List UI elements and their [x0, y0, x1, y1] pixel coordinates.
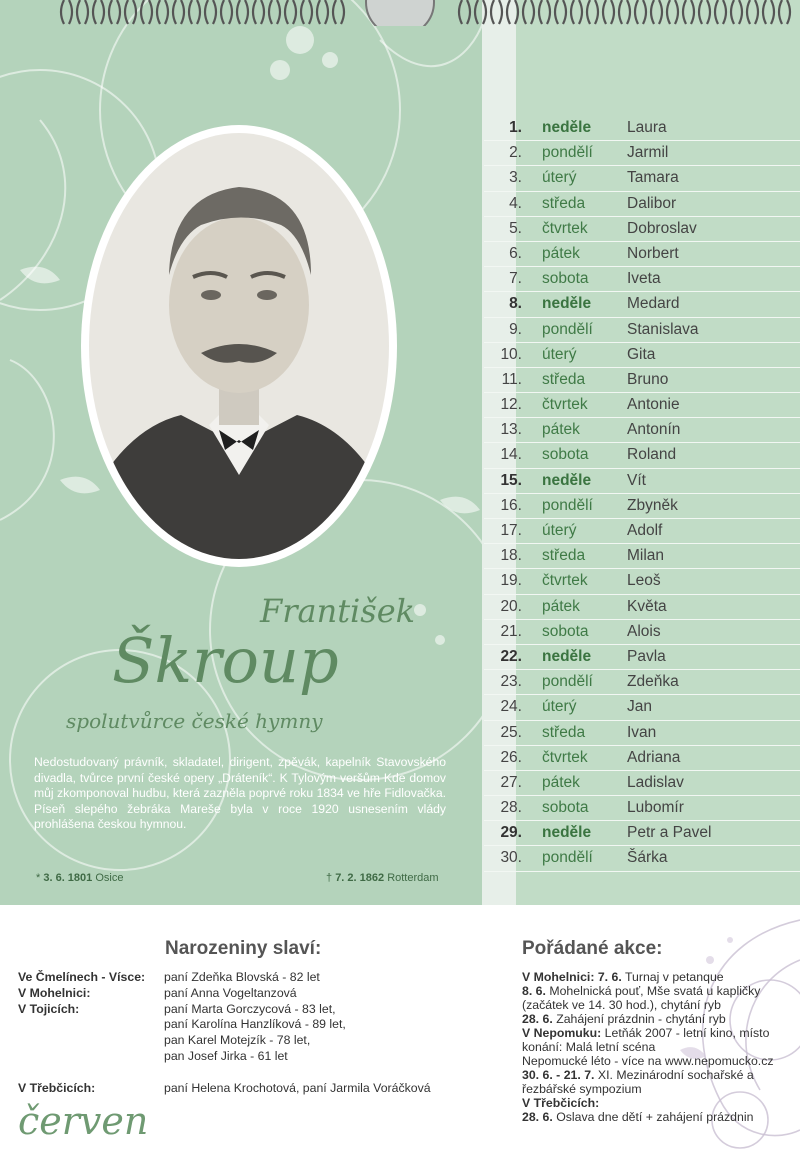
subtitle: spolutvůrce české hymny	[66, 709, 323, 733]
calendar-row	[484, 141, 800, 166]
birth-symbol: *	[36, 872, 41, 884]
birthday-line	[18, 1049, 498, 1065]
birthdays-heading: Narozeniny slaví:	[165, 938, 322, 959]
spiral-ring	[77, 0, 88, 24]
calendar-row	[484, 595, 800, 620]
weekday: středa	[542, 194, 586, 212]
spiral-ring	[571, 0, 582, 24]
spiral-ring	[683, 0, 694, 24]
birthday-people: paní Helena Krochotová, paní Jarmila Voráčková	[164, 1080, 431, 1095]
spiral-ring	[715, 0, 726, 24]
spiral-binding	[0, 0, 800, 26]
event-text: Mohelnická pouť, Mše svatá u kapličky (začátek ve 14. 30 hod.), chytání ryb	[522, 984, 761, 1012]
day-number: 17.	[500, 522, 522, 539]
spiral-ring	[699, 0, 710, 24]
calendar-row	[484, 544, 800, 569]
day-number: 14.	[500, 446, 522, 464]
name-day: Dobroslav	[627, 219, 697, 237]
biography: Nedostudovaný právník, skladatel, dirigent, zpěvák, kapelník Stavovského divadla, tvůrce první české opery „Dráteník“. K Tylovým veršům Kde domov můj zkomponoval hudbu, která zazněla poprvé roku 1834 ve hře Fidlovačka. Píseň slepého žebráka Mareše byla v roce 1920 usnesením vlády prohlášena českou hymnou.	[34, 755, 446, 832]
birthday-people: paní Karolína Hanzlíková - 89 let,	[164, 1017, 346, 1032]
spiral-ring	[173, 0, 184, 24]
spiral-ring	[587, 0, 598, 24]
calendar-row	[484, 343, 800, 368]
name-day: Gita	[627, 345, 656, 363]
event-text: Oslava dne dětí + zahájení prázdnin	[552, 1110, 754, 1124]
day-number: 2.	[509, 144, 522, 162]
month-name: červen	[18, 1099, 149, 1143]
birth-info	[36, 872, 123, 884]
day-number: 6.	[509, 244, 522, 262]
spiral-ring	[141, 0, 152, 24]
name-day: Laura	[627, 119, 667, 136]
event-label: 30. 6. - 21. 7.	[522, 1068, 595, 1082]
spiral-ring	[763, 0, 774, 24]
last-name: Škroup	[112, 624, 339, 697]
day-number: 5.	[509, 219, 522, 237]
name-day: Tamara	[627, 169, 679, 187]
name-day: Milan	[627, 547, 665, 565]
spiral-ring	[301, 0, 312, 24]
day-number: 26.	[500, 748, 522, 766]
weekday: sobota	[542, 799, 589, 817]
spiral-ring	[731, 0, 742, 24]
day-number: 16.	[500, 496, 522, 514]
calendar-row	[484, 267, 800, 292]
weekday: sobota	[542, 270, 589, 288]
spiral-ring	[93, 0, 104, 24]
death-date: 7. 2. 1862	[335, 872, 385, 884]
day-number: 21.	[500, 622, 522, 640]
calendar-row	[484, 292, 800, 317]
hanger-hole	[366, 0, 434, 26]
weekday: pátek	[542, 244, 580, 262]
calendar-row	[484, 846, 800, 871]
event-text: Zahájení prázdnin - chytání ryb	[552, 1012, 726, 1026]
weekday: úterý	[542, 522, 577, 539]
name-day: Dalibor	[627, 194, 677, 212]
event-label: 28. 6.	[522, 1012, 553, 1026]
birthday-line	[18, 1002, 498, 1018]
spiral-ring	[269, 0, 280, 24]
spiral-ring	[317, 0, 328, 24]
calendar-row	[484, 821, 800, 846]
birthday-place: V Tojicích:	[18, 1001, 80, 1016]
day-number: 25.	[500, 723, 522, 741]
spiral-ring	[109, 0, 120, 24]
day-number: 10.	[500, 345, 522, 363]
weekday: pondělí	[542, 144, 593, 162]
event-label: V Třebčicích:	[522, 1096, 600, 1110]
name-day: Ladislav	[627, 773, 684, 791]
birthday-line	[18, 1033, 498, 1049]
day-number: 29.	[500, 824, 522, 842]
spiral-ring	[459, 0, 470, 24]
event-label: V Mohelnici: 7. 6.	[522, 970, 622, 984]
calendar-row	[484, 393, 800, 418]
weekday: pondělí	[542, 673, 593, 691]
birth-place: Osice	[95, 872, 124, 884]
calendar-row	[484, 116, 800, 141]
spiral-ring	[603, 0, 614, 24]
name-day: Lubomír	[627, 799, 684, 817]
day-number: 7.	[509, 270, 522, 288]
birthday-place: V Mohelnici:	[18, 985, 91, 1000]
name-day: Jan	[627, 698, 652, 716]
birthday-people: pan Karel Motejzík - 78 let,	[164, 1033, 311, 1048]
calendar-row	[484, 796, 800, 821]
birthdays-list	[18, 970, 498, 1096]
spiral-ring	[491, 0, 502, 24]
spiral-ring	[555, 0, 566, 24]
day-number: 15.	[500, 471, 522, 489]
birthday-line	[18, 1065, 498, 1081]
weekday: úterý	[542, 169, 577, 187]
weekday: pondělí	[542, 320, 593, 338]
event-item	[522, 1096, 798, 1110]
name-day: Stanislava	[627, 320, 699, 338]
calendar-row	[484, 217, 800, 242]
day-number: 23.	[500, 673, 522, 691]
weekday: pondělí	[542, 849, 593, 867]
day-number: 9.	[509, 320, 522, 338]
calendar-row	[484, 443, 800, 468]
event-text: Letňák 2007 - letní kino, místo konání: Malá letní scéna	[522, 1026, 770, 1054]
name-day: Iveta	[627, 270, 661, 288]
day-number: 27.	[500, 773, 522, 791]
event-item	[522, 1068, 798, 1096]
birthday-line	[18, 1081, 498, 1097]
name-day: Vít	[627, 471, 646, 489]
name-day: Norbert	[627, 244, 679, 262]
event-text: Turnaj v petanque	[621, 970, 724, 984]
birthday-people: pan Josef Jirka - 61 let	[164, 1048, 288, 1063]
name-day: Pavla	[627, 647, 666, 665]
name-day: Zdeňka	[627, 673, 679, 691]
day-number: 13.	[500, 421, 522, 439]
day-number: 1.	[509, 119, 522, 136]
spiral-ring	[779, 0, 790, 24]
death-place: Rotterdam	[387, 872, 439, 884]
weekday: čtvrtek	[542, 748, 588, 766]
day-number: 3.	[509, 169, 522, 187]
calendar-list	[484, 116, 800, 872]
weekday: sobota	[542, 622, 589, 640]
weekday: úterý	[542, 698, 577, 716]
spiral-ring	[539, 0, 550, 24]
portrait-panel	[0, 0, 484, 905]
day-number: 4.	[509, 194, 522, 212]
weekday: neděle	[542, 119, 592, 136]
name-day: Bruno	[627, 370, 669, 388]
event-item	[522, 1110, 798, 1124]
name-day: Petr a Pavel	[627, 824, 712, 842]
weekday: neděle	[542, 295, 592, 313]
event-item	[522, 984, 798, 1012]
calendar-row	[484, 192, 800, 217]
events-list	[522, 970, 798, 1124]
weekday: neděle	[542, 824, 592, 842]
calendar-row	[484, 469, 800, 494]
name-day: Adolf	[627, 522, 663, 539]
calendar-row	[484, 645, 800, 670]
weekday: úterý	[542, 345, 577, 363]
birthday-people: paní Zdeňka Blovská - 82 let	[164, 970, 320, 984]
event-item	[522, 1012, 798, 1026]
calendar-row	[484, 721, 800, 746]
calendar-row	[484, 318, 800, 343]
weekday: středa	[542, 723, 586, 741]
spiral-ring	[475, 0, 486, 24]
calendar-row	[484, 620, 800, 645]
name-day: Adriana	[627, 748, 681, 766]
day-number: 8.	[509, 295, 522, 313]
day-number: 12.	[500, 396, 522, 414]
event-text: XI. Mezinárodní sochařské a řezbářské sympozium	[522, 1068, 754, 1096]
birthday-line	[18, 1017, 498, 1033]
weekday: pátek	[542, 597, 580, 615]
spiral-ring	[157, 0, 168, 24]
calendar-row	[484, 670, 800, 695]
spiral-ring	[205, 0, 216, 24]
name-day: Roland	[627, 446, 677, 464]
event-item	[522, 970, 798, 984]
first-name: František	[260, 592, 416, 630]
weekday: středa	[542, 547, 586, 565]
day-number: 22.	[500, 647, 522, 665]
spiral-ring	[125, 0, 136, 24]
death-info	[326, 872, 439, 884]
name-day: Medard	[627, 295, 680, 313]
name-day: Šárka	[627, 849, 668, 867]
day-number: 11.	[501, 370, 522, 388]
calendar-row	[484, 569, 800, 594]
event-label: 28. 6.	[522, 1110, 553, 1124]
month-title	[18, 1098, 218, 1148]
calendar-row	[484, 368, 800, 393]
spiral-ring	[635, 0, 646, 24]
birth-date: 3. 6. 1801	[43, 872, 93, 884]
day-number: 24.	[500, 698, 522, 716]
event-label: 8. 6.	[522, 984, 546, 998]
spiral-ring	[507, 0, 518, 24]
event-item	[522, 1026, 798, 1054]
death-symbol: †	[326, 872, 333, 884]
weekday: pátek	[542, 773, 580, 791]
event-item	[522, 1054, 798, 1068]
spiral-ring	[237, 0, 248, 24]
day-number: 28.	[500, 799, 522, 817]
name-day: Leoš	[627, 572, 661, 590]
name-day: Jarmil	[627, 144, 669, 162]
day-number: 30.	[500, 849, 522, 867]
spiral-ring	[667, 0, 678, 24]
calendar-row	[484, 695, 800, 720]
birthday-line	[18, 986, 498, 1002]
name-day: Alois	[627, 622, 661, 640]
calendar-row	[484, 519, 800, 544]
weekday: neděle	[542, 471, 592, 489]
day-number: 18.	[500, 547, 522, 565]
spiral-ring	[747, 0, 758, 24]
name-day: Zbyněk	[627, 496, 678, 514]
birthday-place: Ve Čmelínech - Vísce:	[18, 970, 146, 984]
calendar-row	[484, 494, 800, 519]
title-block	[60, 580, 470, 740]
spiral-ring	[285, 0, 296, 24]
events-heading: Pořádané akce:	[522, 938, 663, 959]
calendar-row	[484, 746, 800, 771]
name-day: Ivan	[627, 723, 657, 741]
name-day: Antonie	[627, 396, 680, 414]
weekday: pátek	[542, 421, 580, 439]
calendar-row	[484, 771, 800, 796]
calendar-row	[484, 166, 800, 191]
weekday: čtvrtek	[542, 219, 588, 237]
weekday: čtvrtek	[542, 396, 588, 414]
spiral-ring	[189, 0, 200, 24]
day-number: 20.	[500, 597, 522, 615]
weekday: čtvrtek	[542, 572, 588, 590]
weekday: neděle	[542, 647, 592, 665]
weekday: středa	[542, 370, 586, 388]
weekday: pondělí	[542, 496, 593, 514]
spiral-ring	[651, 0, 662, 24]
name-day: Květa	[627, 597, 667, 615]
spiral-ring	[333, 0, 344, 24]
event-label: V Nepomuku:	[522, 1026, 602, 1040]
spiral-ring	[253, 0, 264, 24]
calendar-row	[484, 242, 800, 267]
birthday-line	[18, 970, 498, 986]
spiral-ring	[619, 0, 630, 24]
day-number: 19.	[500, 572, 522, 590]
weekday: sobota	[542, 446, 589, 464]
birthday-place: V Třebčicích:	[18, 1080, 96, 1095]
name-day: Antonín	[627, 421, 681, 439]
spiral-ring	[523, 0, 534, 24]
calendar-row	[484, 418, 800, 443]
spiral-ring	[61, 0, 72, 24]
event-text: Nepomucké léto - více na www.nepomucko.cz	[522, 1054, 774, 1068]
portrait-medallion	[81, 125, 397, 567]
spiral-ring	[221, 0, 232, 24]
birthday-people: paní Anna Vogeltanzová	[164, 985, 297, 1000]
birthday-people: paní Marta Gorczycová - 83 let,	[164, 1001, 336, 1016]
